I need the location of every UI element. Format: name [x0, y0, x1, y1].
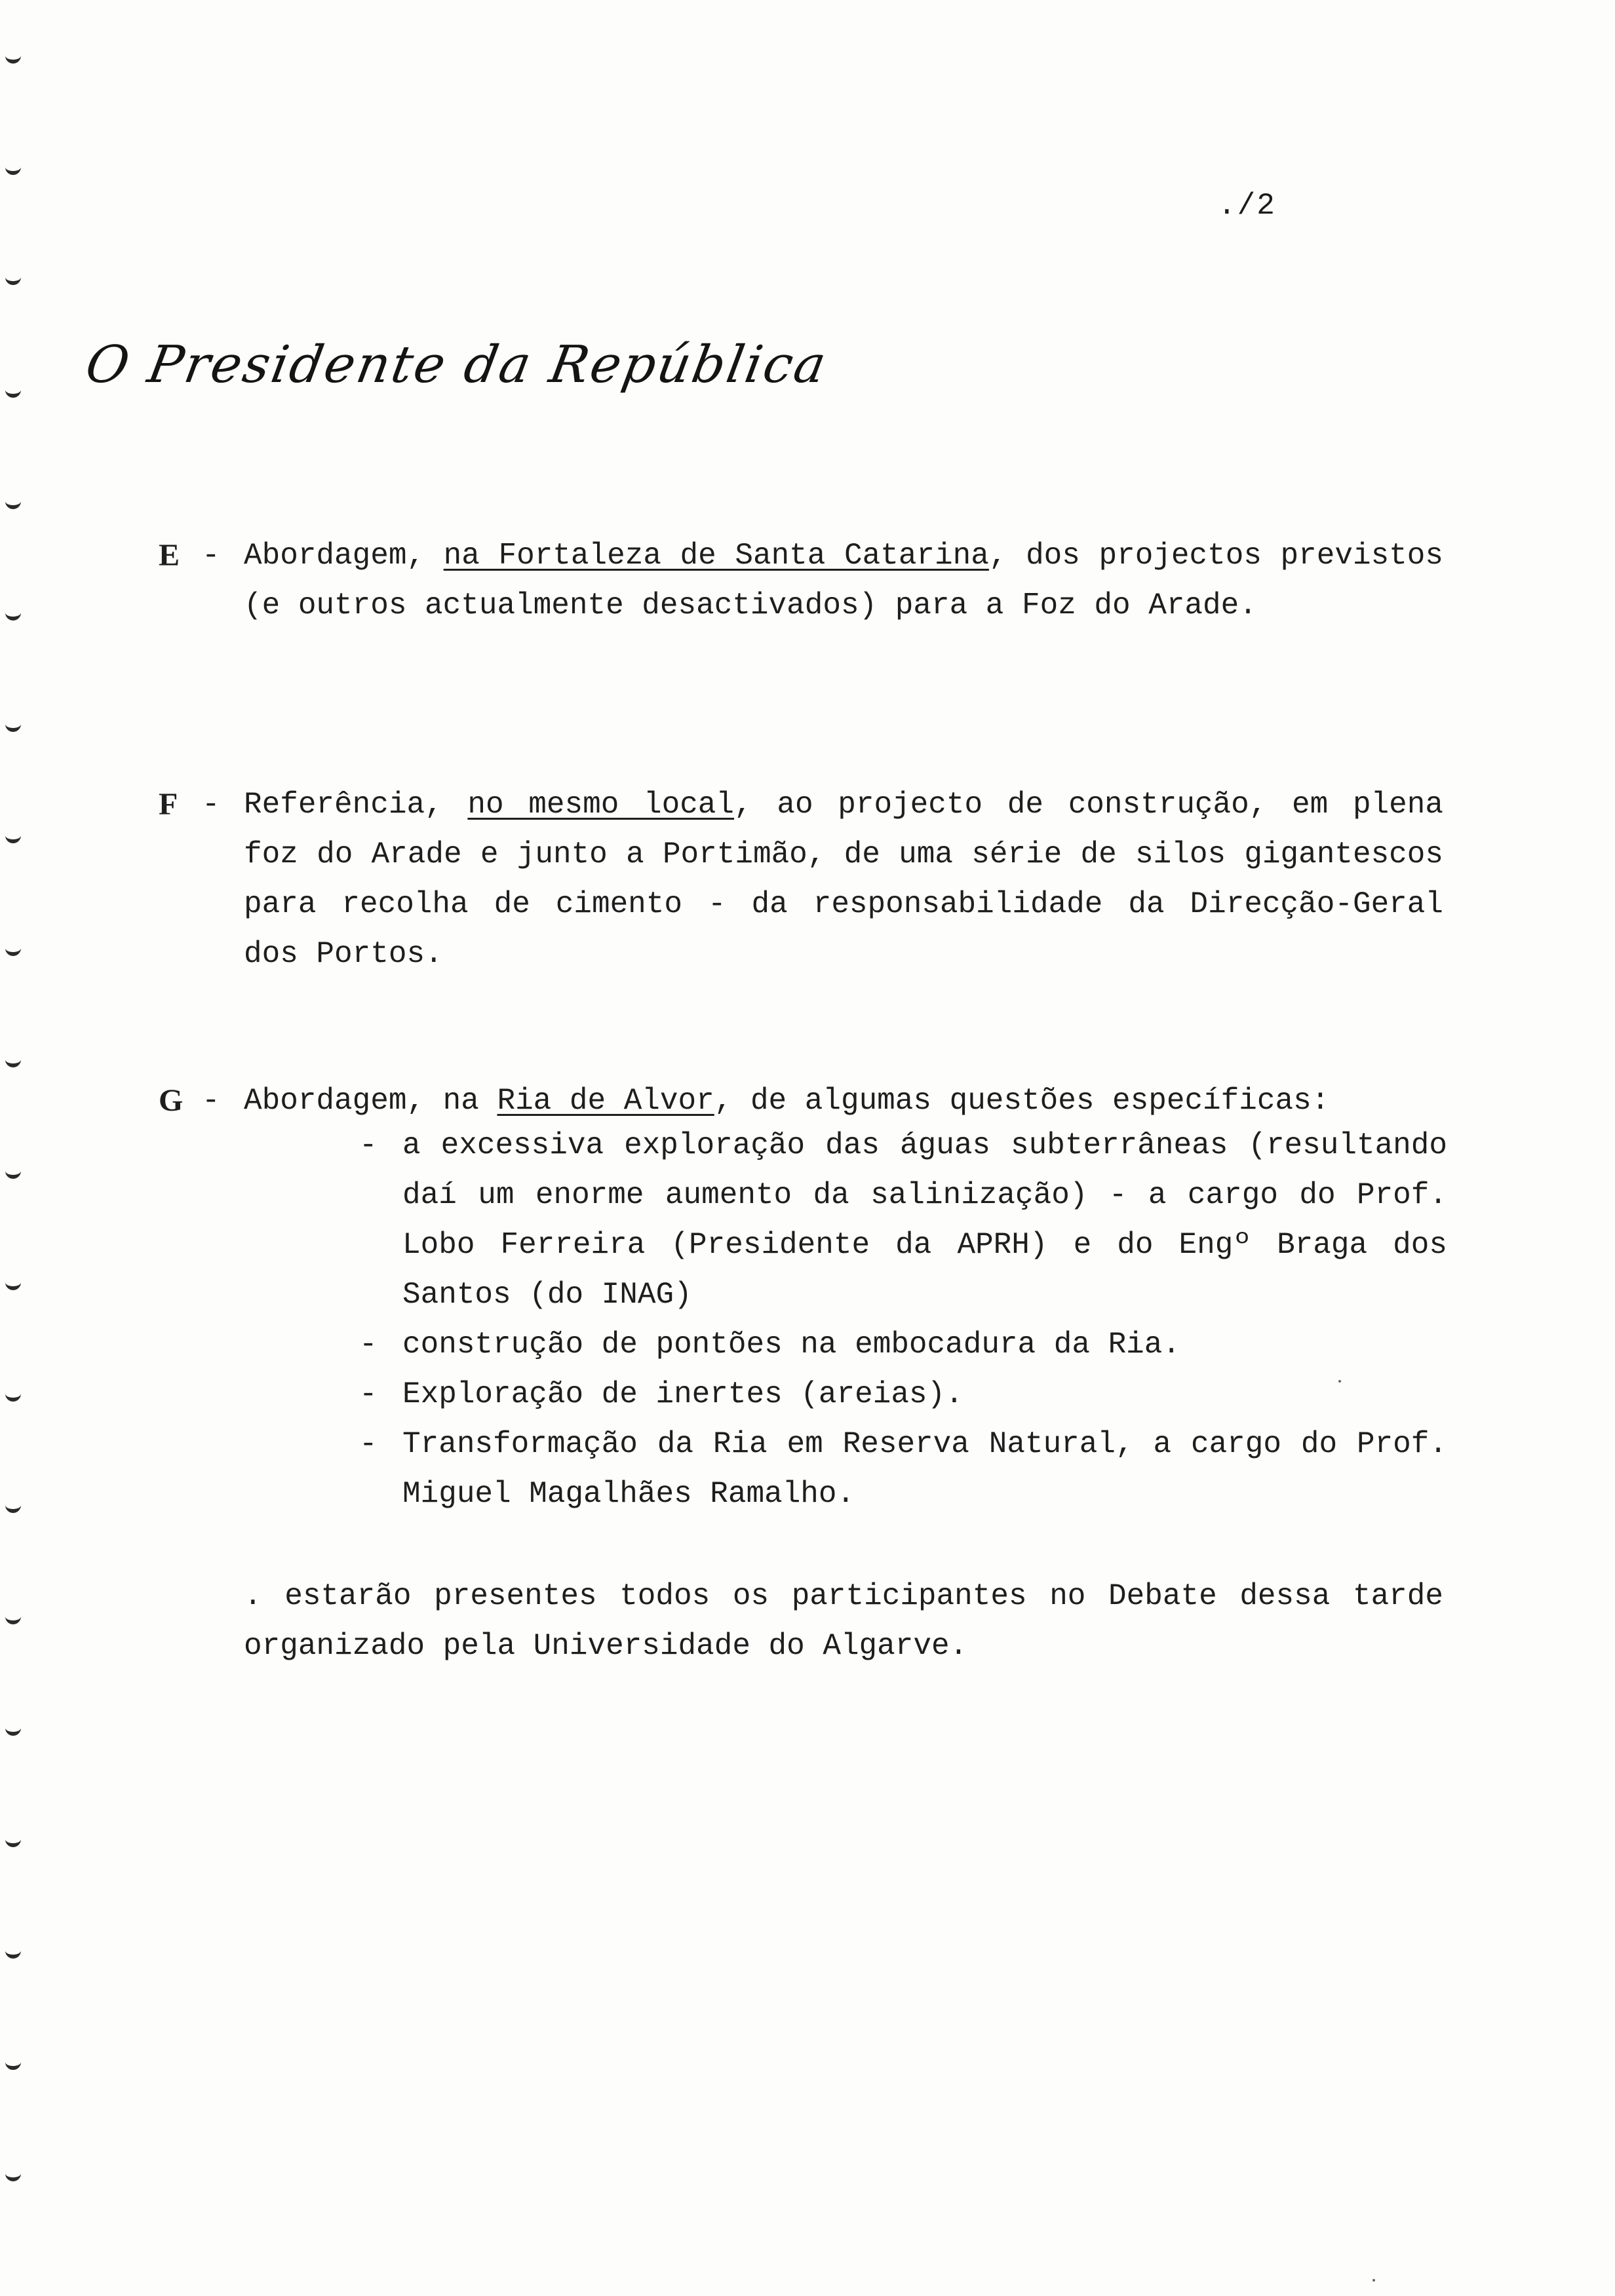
item-dash: - — [202, 539, 220, 573]
item-letter: F — [159, 787, 178, 822]
binder-hole-mark — [5, 1169, 21, 1179]
item-letter: G — [159, 1083, 184, 1118]
underlined-location: Ria de Alvor — [497, 1084, 714, 1118]
item-intro: Referência, — [244, 788, 468, 822]
item-text — [244, 531, 1443, 630]
item-rest: , ao projecto de construção, em plena foz do Arade e junto a Portimão, de uma série de silos gigantescos para recolha de cimento - da responsabilidade da Direcção-Geral dos Portos. — [244, 788, 1443, 971]
underlined-location: na Fortaleza de Santa Catarina — [443, 539, 989, 573]
item-dash: - — [202, 788, 220, 822]
item-intro: Abordagem, na — [244, 1084, 497, 1118]
closing-note: . estarão presentes todos os participantes no Debate dessa tarde organizado pela Universidade do Algarve. — [244, 1579, 1443, 1663]
item-letter: E — [159, 538, 180, 573]
letterhead: O Presidente da República — [81, 335, 832, 394]
binder-hole-mark — [5, 1949, 21, 1959]
binder-hole-mark — [5, 54, 21, 64]
item-text — [244, 780, 1443, 979]
sub-item-text: construção de pontões na embocadura da Ria. — [402, 1328, 1180, 1362]
binder-hole-mark — [5, 388, 21, 398]
item-rest: , dos projectos previstos (e outros actualmente desactivados) para a Foz do Arade. — [244, 539, 1444, 622]
underlined-location: no mesmo local — [467, 788, 735, 822]
item-rest: , de algumas questões específicas: — [714, 1084, 1330, 1118]
page-number: ./2 — [1218, 189, 1276, 223]
sub-item-text: a excessiva exploração das águas subterrâneas (resultando daí um enorme aumento da salinização) - a cargo do Prof. Lobo Ferreira (Presidente da APRH) e do Engº Braga dos Santos (do INAG) — [402, 1128, 1447, 1312]
paper-speck — [1372, 2279, 1375, 2282]
binder-hole-mark — [5, 1837, 21, 1847]
binder-hole-mark — [5, 1726, 21, 1736]
sub-item — [359, 1369, 1447, 1419]
binder-hole-mark — [5, 1392, 21, 1402]
sub-item — [359, 1419, 1447, 1519]
binder-hole-mark — [5, 1280, 21, 1290]
binder-hole-mark — [5, 2060, 21, 2070]
sub-item — [359, 1120, 1447, 1320]
sub-item-dash: - — [359, 1128, 378, 1162]
binder-hole-mark — [5, 275, 21, 285]
sub-item-dash: - — [359, 1377, 378, 1411]
binder-hole-mark — [5, 1615, 21, 1624]
sub-list — [359, 1120, 1447, 1519]
item-text — [244, 1076, 1443, 1126]
sub-item-dash: - — [359, 1427, 378, 1461]
sub-item — [359, 1320, 1447, 1369]
item-dash: - — [202, 1084, 220, 1118]
binder-hole-mark — [5, 722, 21, 732]
sub-item-text: Transformação da Ria em Reserva Natural, a cargo do Prof. Miguel Magalhães Ramalho. — [402, 1427, 1447, 1511]
binder-hole-mark — [5, 1503, 21, 1513]
sub-item-dash: - — [359, 1328, 378, 1362]
item-intro: Abordagem, — [244, 539, 444, 573]
sub-item-text: Exploração de inertes (areias). — [402, 1377, 963, 1411]
binder-hole-mark — [5, 165, 21, 175]
binder-hole-mark — [5, 833, 21, 843]
binder-hole-mark — [5, 946, 21, 956]
binder-hole-mark — [5, 2172, 21, 2181]
binder-hole-mark — [5, 611, 21, 621]
binder-hole-mark — [5, 499, 21, 509]
binder-hole-mark — [5, 1058, 21, 1067]
